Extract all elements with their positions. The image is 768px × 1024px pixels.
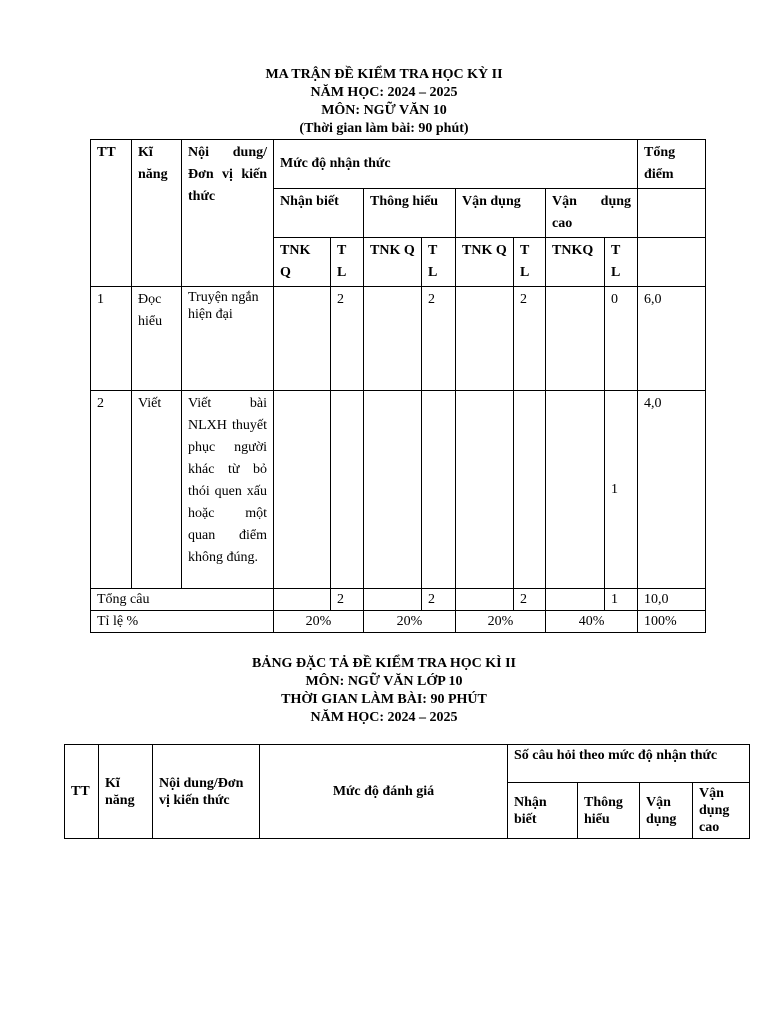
cell-empty (274, 589, 331, 611)
header-ki-nang: Kĩ năng (132, 140, 182, 287)
spec-title-line: BẢNG ĐẶC TẢ ĐỀ KIỂM TRA HỌC KÌ II (252, 656, 516, 671)
cell-empty (364, 589, 422, 611)
cell-tong-diem: 4,0 (638, 391, 706, 589)
spec-header-noi-dung: Nội dung/Đơn vị kiến thức (153, 745, 260, 839)
header-tnkq: TNK Q (456, 238, 514, 287)
header-van-dung: Vận dụng (456, 189, 546, 238)
header-nhan-biet: Nhận biết (274, 189, 364, 238)
exam-matrix-table (90, 139, 706, 633)
header-noi-dung: Nội dung/ Đơn vị kiến thức (182, 140, 274, 287)
header-tong-diem: Tổng điểm (638, 140, 706, 189)
cell-empty (546, 589, 605, 611)
spec-header-so-cau-hoi: Số câu hỏi theo mức độ nhận thức (508, 745, 750, 783)
cell-tl-vdc: 0 (605, 287, 638, 391)
spec-header-ki-nang: Kĩ năng (99, 745, 153, 839)
header-muc-do: Mức độ nhận thức (274, 140, 638, 189)
cell-tnkq-th (364, 287, 422, 391)
cell-tnkq-nb (274, 391, 331, 589)
cell-tt: 1 (91, 287, 132, 391)
spec-header-tt: TT (65, 745, 99, 839)
header-van-dung-cao: Vận dụng cao (546, 189, 638, 238)
spec-header-nhan-biet: Nhận biết (508, 783, 578, 839)
cell-tl-vd: 2 (514, 589, 546, 611)
table-row (91, 391, 706, 589)
spec-header-row (65, 745, 750, 783)
header-tnkq: TNK Q (364, 238, 422, 287)
cell-tl-vdc: 1 (605, 589, 638, 611)
cell-tnkq-th (364, 391, 422, 589)
cell-tnkq-vdc (546, 391, 605, 589)
spec-header-van-dung: Vận dụng (640, 783, 693, 839)
spec-table (64, 744, 750, 839)
table-row (91, 287, 706, 391)
matrix-title (0, 66, 768, 138)
header-tnkq: TNKQ (546, 238, 605, 287)
cell-tong-cau-label: Tổng câu (91, 589, 274, 611)
cell-tl-vd: 2 (514, 287, 546, 391)
cell-tong-diem: 6,0 (638, 287, 706, 391)
matrix-title-line: (Thời gian làm bài: 90 phút) (299, 121, 469, 136)
cell-tl-th: 2 (422, 589, 456, 611)
cell-tl-th: 2 (422, 287, 456, 391)
header-thong-hieu: Thông hiểu (364, 189, 456, 238)
cell-tl-vdc: 1 (605, 391, 638, 589)
cell-ti-le-nb: 20% (274, 611, 364, 633)
cell-tnkq-vdc (546, 287, 605, 391)
spec-title-line: THỜI GIAN LÀM BÀI: 90 PHÚT (281, 692, 487, 707)
cell-tt: 2 (91, 391, 132, 589)
matrix-title-line: MA TRẬN ĐỀ KIỂM TRA HỌC KỲ II (265, 67, 503, 82)
cell-tl-nb (331, 391, 364, 589)
cell-tl-th (422, 391, 456, 589)
matrix-title-line: MÔN: NGỮ VĂN 10 (321, 103, 447, 118)
cell-noi-dung: Truyện ngắn hiện đại (182, 287, 274, 391)
header-tl: T L (514, 238, 546, 287)
cell-ti-le-label: Tỉ lệ % (91, 611, 274, 633)
cell-ki-nang: Đọc hiểu (132, 287, 182, 391)
cell-tnkq-nb (274, 287, 331, 391)
cell-tnkq-vd (456, 287, 514, 391)
cell-tl-nb: 2 (331, 589, 364, 611)
header-empty (638, 189, 706, 238)
cell-ki-nang: Viết (132, 391, 182, 589)
ratio-row (91, 611, 706, 633)
header-tnkq: TNK Q (274, 238, 331, 287)
spec-title (0, 655, 768, 727)
cell-noi-dung: Viết bài NLXH thuyết phục người khác từ bỏ thói quen xấu hoặc một quan điểm không đúng. (182, 391, 274, 589)
header-empty (638, 238, 706, 287)
cell-empty (456, 589, 514, 611)
spec-header-muc-do-danh-gia: Mức độ đánh giá (260, 745, 508, 839)
cell-ti-le-th: 20% (364, 611, 456, 633)
cell-ti-le-vdc: 40% (546, 611, 638, 633)
spec-title-line: MÔN: NGỮ VĂN LỚP 10 (305, 674, 463, 689)
header-row (91, 140, 706, 189)
header-tt: TT (91, 140, 132, 287)
cell-tong-diem: 10,0 (638, 589, 706, 611)
cell-tl-nb: 2 (331, 287, 364, 391)
header-tl: T L (605, 238, 638, 287)
total-row (91, 589, 706, 611)
header-tl: T L (331, 238, 364, 287)
spec-header-van-dung-cao: Vận dụng cao (693, 783, 750, 839)
matrix-title-line: NĂM HỌC: 2024 – 2025 (310, 85, 458, 100)
cell-ti-le-tong: 100% (638, 611, 706, 633)
cell-tnkq-vd (456, 391, 514, 589)
cell-tl-vd (514, 391, 546, 589)
spec-title-line: NĂM HỌC: 2024 – 2025 (310, 710, 458, 725)
header-tl: T L (422, 238, 456, 287)
spec-header-thong-hieu: Thông hiểu (578, 783, 640, 839)
cell-ti-le-vd: 20% (456, 611, 546, 633)
